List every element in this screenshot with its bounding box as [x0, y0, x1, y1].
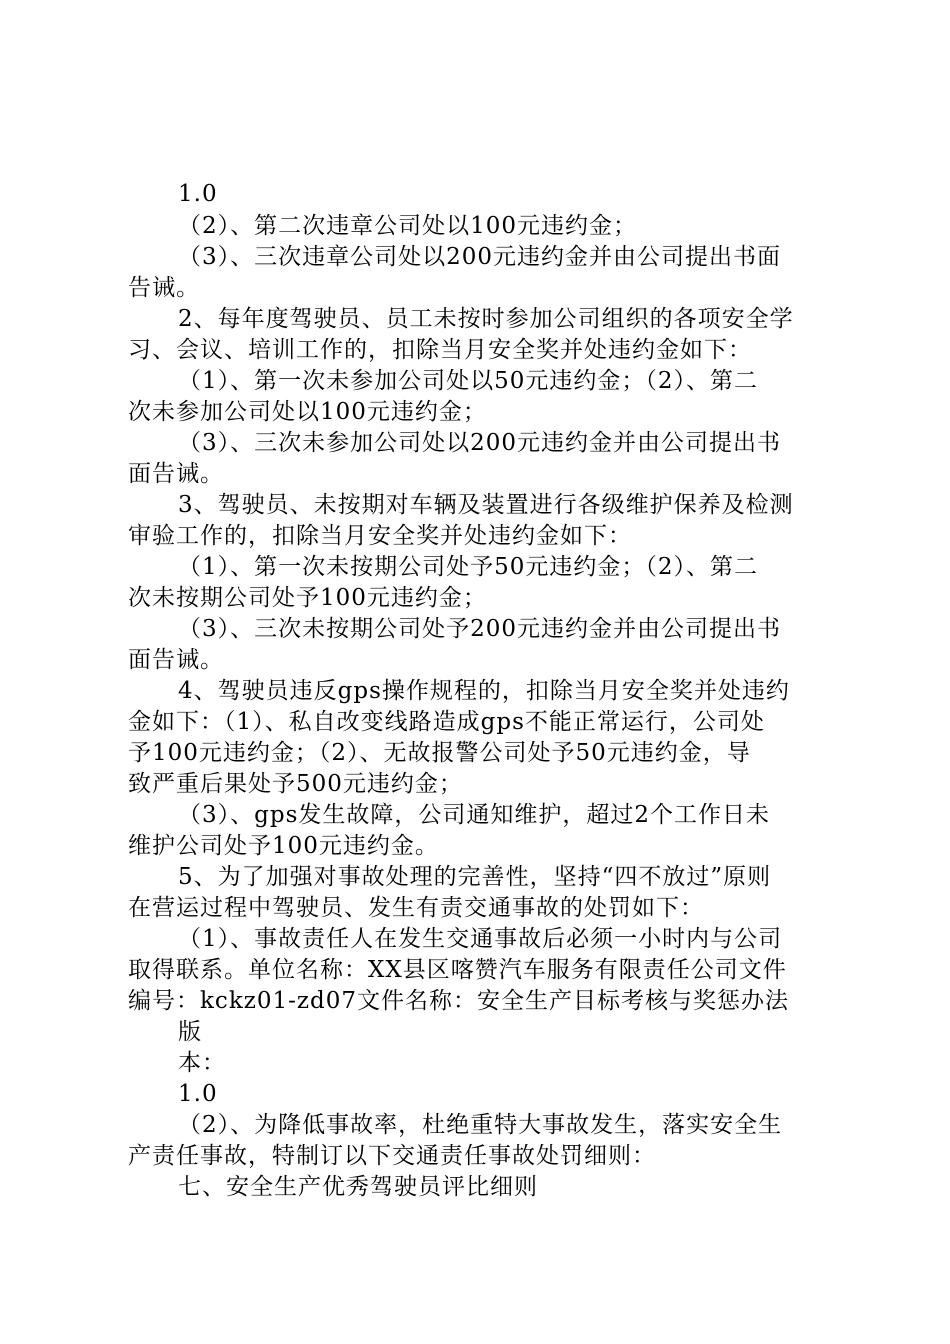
text-line: （1）、第一次未按期公司处予50元违约金；（2）、第二	[178, 554, 759, 580]
text-line: （3）、三次未按期公司处予200元违约金并由公司提出书	[178, 616, 782, 642]
text-line: 5、为了加强对事故处理的完善性，坚持“四不放过”原则	[178, 864, 772, 890]
text-line: 4、驾驶员违反gps操作规程的，扣除当月安全奖并处违约	[178, 678, 790, 704]
text-line: 告诫。	[128, 275, 200, 301]
text-line: 维护公司处予100元违约金。	[128, 833, 439, 859]
text-line: （2）、第二次违章公司处以100元违约金；	[178, 213, 638, 239]
text-line: 习、会议、培训工作的，扣除当月安全奖并处违约金如下：	[128, 337, 752, 363]
text-line: 本：	[178, 1050, 226, 1076]
text-line: 次未按期公司处予100元违约金；	[128, 585, 487, 611]
text-line: 予100元违约金；（2）、无故报警公司处予50元违约金，导	[128, 740, 751, 766]
text-line: 1.0	[178, 1081, 218, 1107]
text-line: （3）、三次未参加公司处以200元违约金并由公司提出书	[178, 430, 782, 456]
text-line: 次未参加公司处以100元违约金；	[128, 399, 487, 425]
text-line: 1.0	[178, 181, 218, 207]
text-line: （1）、第一次未参加公司处以50元违约金；（2）、第二	[178, 368, 759, 394]
text-line: （2）、为降低事故率，杜绝重特大事故发生，落实安全生	[178, 1112, 783, 1138]
text-line: （1）、事故责任人在发生交通事故后必须一小时内与公司	[178, 926, 783, 952]
text-line: 致严重后果处予500元违约金；	[128, 771, 463, 797]
text-line: 产责任事故，特制订以下交通责任事故处罚细则：	[128, 1143, 656, 1169]
text-line: 审验工作的，扣除当月安全奖并处违约金如下：	[128, 523, 632, 549]
text-line: 版	[178, 1019, 202, 1045]
text-line: 面告诫。	[128, 461, 224, 487]
text-line: 取得联系。单位名称：XX县区喀赞汽车服务有限责任公司文件	[128, 957, 787, 983]
text-line: 2、每年度驾驶员、员工未按时参加公司组织的各项安全学	[178, 306, 794, 332]
text-line: 面告诫。	[128, 647, 224, 673]
text-line: 编号：kckz01-zd07文件名称：安全生产目标考核与奖惩办法	[128, 988, 790, 1014]
text-line: 七、安全生产优秀驾驶员评比细则	[178, 1174, 538, 1200]
text-line: 金如下：（1）、私自改变线路造成gps不能正常运行，公司处	[128, 709, 765, 735]
text-line: （3）、gps发生故障，公司通知维护，超过2个工作日未	[178, 802, 771, 828]
text-line: （3）、三次违章公司处以200元违约金并由公司提出书面	[178, 244, 782, 270]
text-line: 在营运过程中驾驶员、发生有责交通事故的处罚如下：	[128, 895, 704, 921]
text-line: 3、驾驶员、未按期对车辆及装置进行各级维护保养及检测	[178, 492, 794, 518]
